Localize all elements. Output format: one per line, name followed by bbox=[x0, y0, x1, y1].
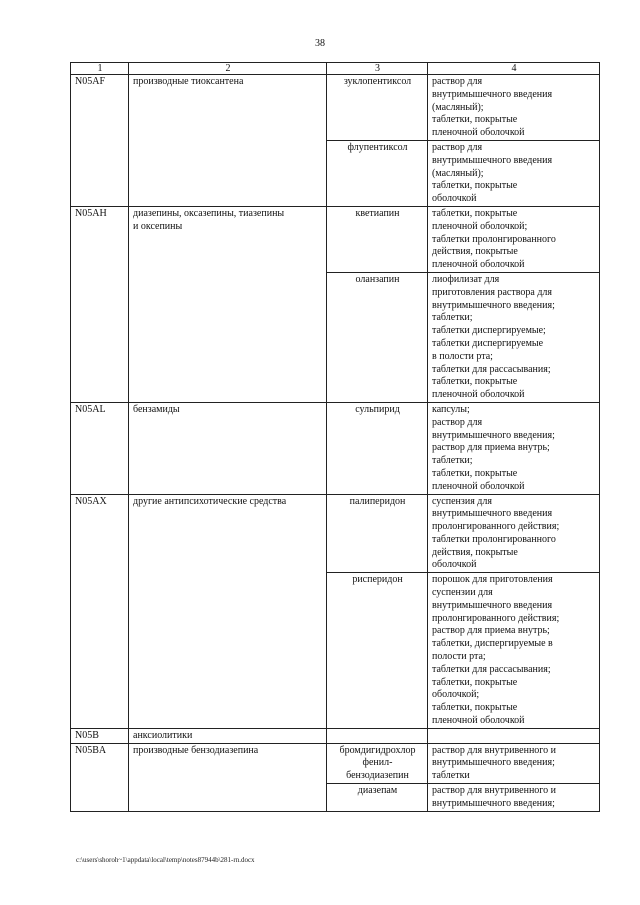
dosage-form-line: таблетки, покрытые bbox=[432, 702, 518, 714]
dosage-form-line: таблетки диспергируемые; bbox=[432, 325, 546, 337]
table-row bbox=[71, 494, 600, 573]
dosage-form-line: капсулы; bbox=[432, 403, 470, 415]
atc-code: N05AX bbox=[71, 494, 129, 728]
dosage-form-line: пролонгированного действия; bbox=[432, 521, 560, 533]
dosage-form-line: внутримышечного введения; bbox=[432, 797, 555, 809]
dosage-form-line: таблетки, покрытые bbox=[432, 376, 518, 388]
dosage-form-line: таблетки, покрытые bbox=[432, 114, 518, 126]
dosage-form-line: в полости рта; bbox=[432, 350, 493, 362]
atc-code: N05AH bbox=[71, 206, 129, 402]
dosage-form-line: раствор для внутривенного и bbox=[432, 744, 557, 756]
dosage-form-line: пленочной оболочкой bbox=[432, 480, 525, 492]
atc-code: N05BA bbox=[71, 743, 129, 811]
dosage-forms bbox=[428, 728, 600, 743]
dosage-form-line: таблетки, покрытые bbox=[432, 467, 518, 479]
dosage-form-line: (масляный); bbox=[432, 167, 484, 179]
dosage-form-line: таблетки, покрытые bbox=[432, 180, 518, 192]
page-number: 38 bbox=[315, 38, 325, 49]
dosage-form-line: порошок для приготовления bbox=[432, 574, 553, 586]
drug-name: кветиапин bbox=[327, 206, 428, 272]
dosage-form-line: полости рта; bbox=[432, 651, 486, 663]
dosage-forms bbox=[428, 75, 600, 141]
dosage-form-line: таблетки пролонгированного bbox=[432, 233, 556, 245]
dosage-form-line: (масляный); bbox=[432, 101, 484, 113]
table-row bbox=[71, 728, 600, 743]
dosage-form-line: таблетки для рассасывания; bbox=[432, 363, 551, 375]
dosage-form-line: таблетки; bbox=[432, 312, 473, 324]
dosage-form-line: действия, покрытые bbox=[432, 546, 518, 558]
dosage-form-line: таблетки диспергируемые bbox=[432, 337, 544, 349]
dosage-form-line: пленочной оболочкой bbox=[432, 259, 525, 271]
dosage-form-line: пленочной оболочкой; bbox=[432, 220, 528, 232]
dosage-form-line: пленочной оболочкой bbox=[432, 389, 525, 401]
dosage-forms bbox=[428, 140, 600, 206]
pharm-group: другие антипсихотические средства bbox=[129, 494, 327, 728]
pharm-group: производные тиоксантена bbox=[129, 75, 327, 207]
drug-name-line: фенил- bbox=[362, 757, 393, 769]
dosage-form-line: раствор для bbox=[432, 141, 483, 153]
dosage-forms bbox=[428, 573, 600, 729]
dosage-form-line: таблетки пролонгированного bbox=[432, 533, 556, 545]
drug-name-line: бромдигидрохлор bbox=[339, 744, 416, 756]
table-row bbox=[71, 402, 600, 494]
drug-name: рисперидон bbox=[327, 573, 428, 729]
dosage-form-line: таблетки, покрытые bbox=[432, 676, 518, 688]
dosage-form-line: пленочной оболочкой bbox=[432, 715, 525, 727]
dosage-form-line: внутримышечного введения bbox=[432, 88, 553, 100]
pharm-group: анксиолитики bbox=[129, 728, 327, 743]
dosage-form-line: суспензии для bbox=[432, 587, 493, 599]
column-header-4: 4 bbox=[428, 63, 600, 75]
dosage-form-line: раствор для внутривенного и bbox=[432, 785, 557, 797]
dosage-form-line: раствор для bbox=[432, 416, 483, 428]
dosage-form-line: лиофилизат для bbox=[432, 273, 500, 285]
pharm-group bbox=[129, 206, 327, 402]
column-header-1: 1 bbox=[71, 63, 129, 75]
drug-table bbox=[70, 62, 600, 812]
dosage-form-line: раствор для приема внутрь; bbox=[432, 625, 550, 637]
dosage-form-line: таблетки для рассасывания; bbox=[432, 663, 551, 675]
table-row bbox=[71, 743, 600, 783]
pharm-group-line: и оксепины bbox=[133, 220, 183, 232]
dosage-form-line: внутримышечного введения bbox=[432, 599, 553, 611]
dosage-forms bbox=[428, 272, 600, 402]
dosage-forms bbox=[428, 494, 600, 573]
table-header-row bbox=[71, 63, 600, 75]
dosage-form-line: суспензия для bbox=[432, 495, 492, 507]
drug-name-line: бензодиазепин bbox=[346, 770, 409, 782]
footer-file-path: c:\users\shoroh~1\appdata\local\temp\notes87944b\281-rn.docx bbox=[76, 856, 255, 864]
drug-name: палиперидон bbox=[327, 494, 428, 573]
dosage-form-line: внутримышечного введения; bbox=[432, 757, 555, 769]
dosage-form-line: раствор для bbox=[432, 76, 483, 87]
dosage-form-line: таблетки; bbox=[432, 455, 473, 467]
dosage-form-line: таблетки, покрытые bbox=[432, 207, 518, 219]
table-row bbox=[71, 206, 600, 272]
dosage-forms bbox=[428, 402, 600, 494]
drug-name bbox=[327, 728, 428, 743]
column-header-3: 3 bbox=[327, 63, 428, 75]
dosage-forms bbox=[428, 784, 600, 812]
pharm-group: производные бензодиазепина bbox=[129, 743, 327, 811]
dosage-form-line: оболочкой bbox=[432, 193, 477, 205]
dosage-form-line: внутримышечного введения bbox=[432, 154, 553, 166]
pharm-group: бензамиды bbox=[129, 402, 327, 494]
dosage-form-line: таблетки bbox=[432, 770, 470, 782]
table-row bbox=[71, 75, 600, 141]
dosage-form-line: пленочной оболочкой bbox=[432, 127, 525, 139]
dosage-forms bbox=[428, 743, 600, 783]
column-header-2: 2 bbox=[129, 63, 327, 75]
atc-code: N05AF bbox=[71, 75, 129, 207]
drug-name: сульпирид bbox=[327, 402, 428, 494]
dosage-form-line: внутримышечного введения; bbox=[432, 429, 555, 441]
dosage-forms bbox=[428, 206, 600, 272]
atc-code: N05B bbox=[71, 728, 129, 743]
dosage-form-line: действия, покрытые bbox=[432, 246, 518, 258]
drug-name: флупентиксол bbox=[327, 140, 428, 206]
drug-name: зуклопентиксол bbox=[327, 75, 428, 141]
drug-name: оланзапин bbox=[327, 272, 428, 402]
dosage-form-line: оболочкой; bbox=[432, 689, 480, 701]
dosage-form-line: пролонгированного действия; bbox=[432, 612, 560, 624]
dosage-form-line: оболочкой bbox=[432, 559, 477, 571]
dosage-form-line: приготовления раствора для bbox=[432, 286, 552, 298]
drug-name bbox=[327, 743, 428, 783]
atc-code: N05AL bbox=[71, 402, 129, 494]
pharm-group-line: диазепины, оксазепины, тиазепины bbox=[133, 207, 285, 219]
drug-name: диазепам bbox=[327, 784, 428, 812]
dosage-form-line: внутримышечного введения; bbox=[432, 299, 555, 311]
dosage-form-line: внутримышечного введения bbox=[432, 508, 553, 520]
dosage-form-line: раствор для приема внутрь; bbox=[432, 442, 550, 454]
dosage-form-line: таблетки, диспергируемые в bbox=[432, 638, 553, 650]
